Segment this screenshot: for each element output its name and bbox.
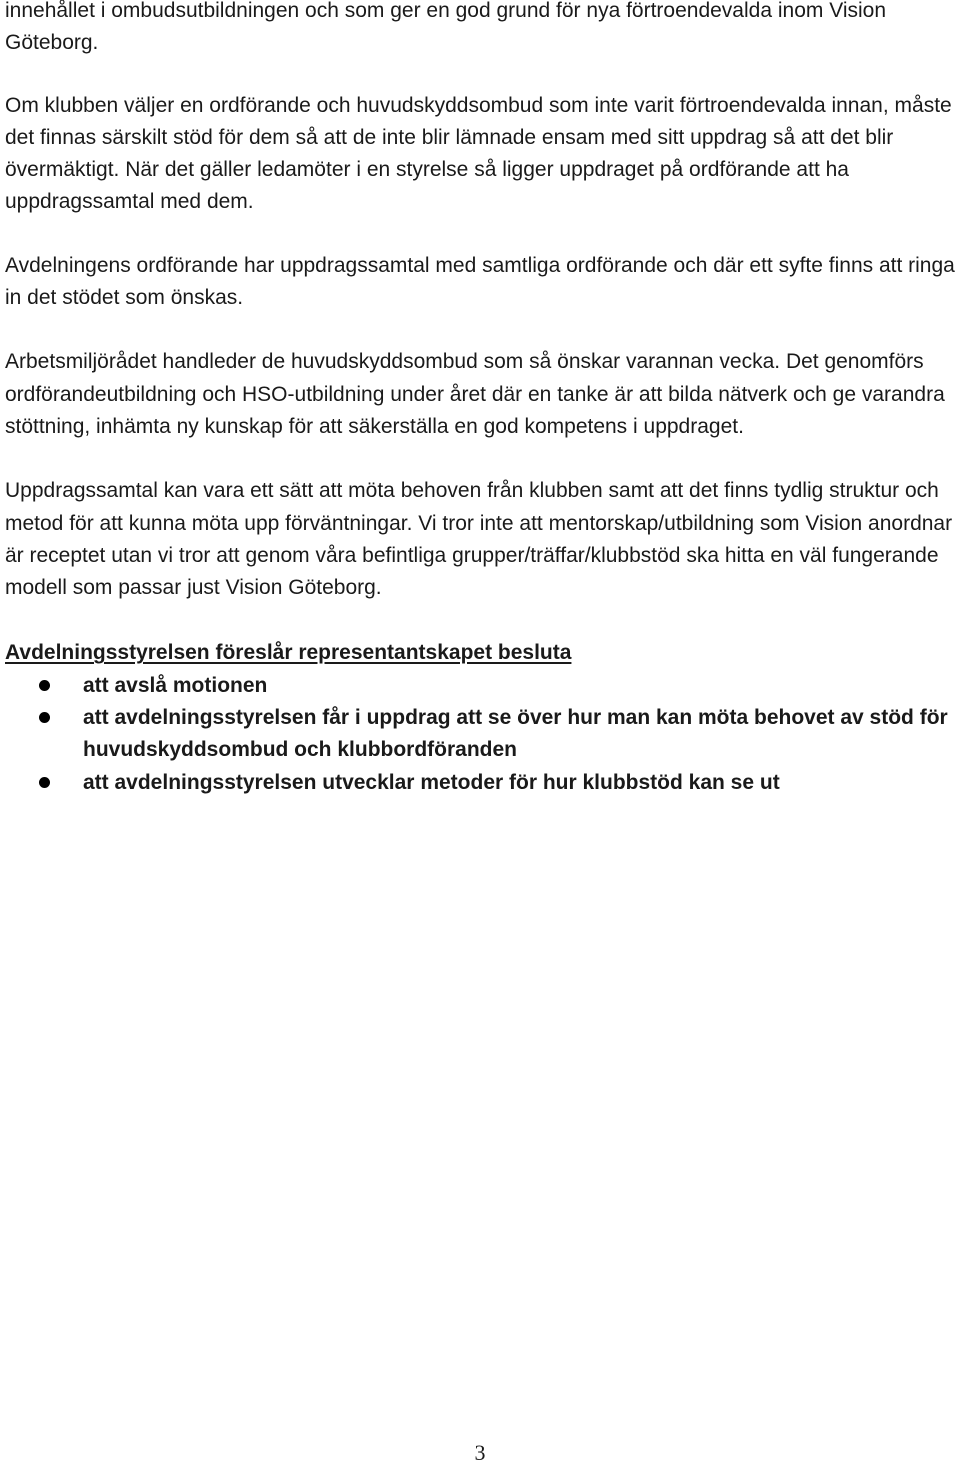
proposal-item [5,670,957,702]
proposal-item [5,767,957,799]
proposal-list [5,670,957,799]
paragraph-assignment-conversations: Uppdragssamtal kan vara ett sätt att möta behoven från klubben samt att det finns tydlig struktur och metod för att kunna möta upp förväntningar. Vi tror inte att mentorskap/utbildning som Vision anordnar är receptet utan vi tror att genom våra befintliga grupper/träffar/klubbstöd ska hitta en väl fungerande modell som passar just Vision Göteborg. [5,479,953,600]
bullet-icon [39,777,50,788]
page-number: 3 [474,1440,486,1465]
proposal-heading: Avdelningsstyrelsen föreslår representantskapet besluta [5,641,572,665]
paragraph-chair-conversations: Avdelningens ordförande har uppdragssamtal med samtliga ordförande och där ett syfte finns att ringa in det stödet som önskas. [5,253,955,310]
proposal-item-text: att avdelningsstyrelsen får i uppdrag att se över hur man kan möta behovet av stöd för huvudskyddsombud och klubbordföranden [83,706,948,762]
paragraph-intro-continuation: innehållet i ombudsutbildningen och som ger en god grund för nya förtroendevalda inom Vision Göteborg. [5,0,887,55]
bullet-icon [39,680,50,691]
paragraph-new-representatives: Om klubben väljer en ordförande och huvudskyddsombud som inte varit förtroendevalda innan, måste det finnas särskilt stöd för dem så att de inte blir lämnade ensam med sitt uppdrag så att det blir övermäktigt. När det gäller ledamöter i en styrelse så ligger uppdraget på ordförande att ha uppdragssamtal med dem. [5,93,952,214]
proposal-item-text: att avdelningsstyrelsen utvecklar metoder för hur klubbstöd kan se ut [83,770,780,794]
document-body [5,0,957,799]
proposal-item-text: att avslå motionen [83,673,268,697]
bullet-icon [39,712,50,723]
paragraph-work-environment-council: Arbetsmiljörådet handleder de huvudskyddsombud som så önskar varannan vecka. Det genomförs ordförandeutbildning och HSO-utbildning under året där en tanke är att bilda nätverk och ge varandra stöttning, inhämta ny kunskap för att säkerställa en god kompetens i uppdraget. [5,350,945,438]
proposal-item [5,702,957,767]
